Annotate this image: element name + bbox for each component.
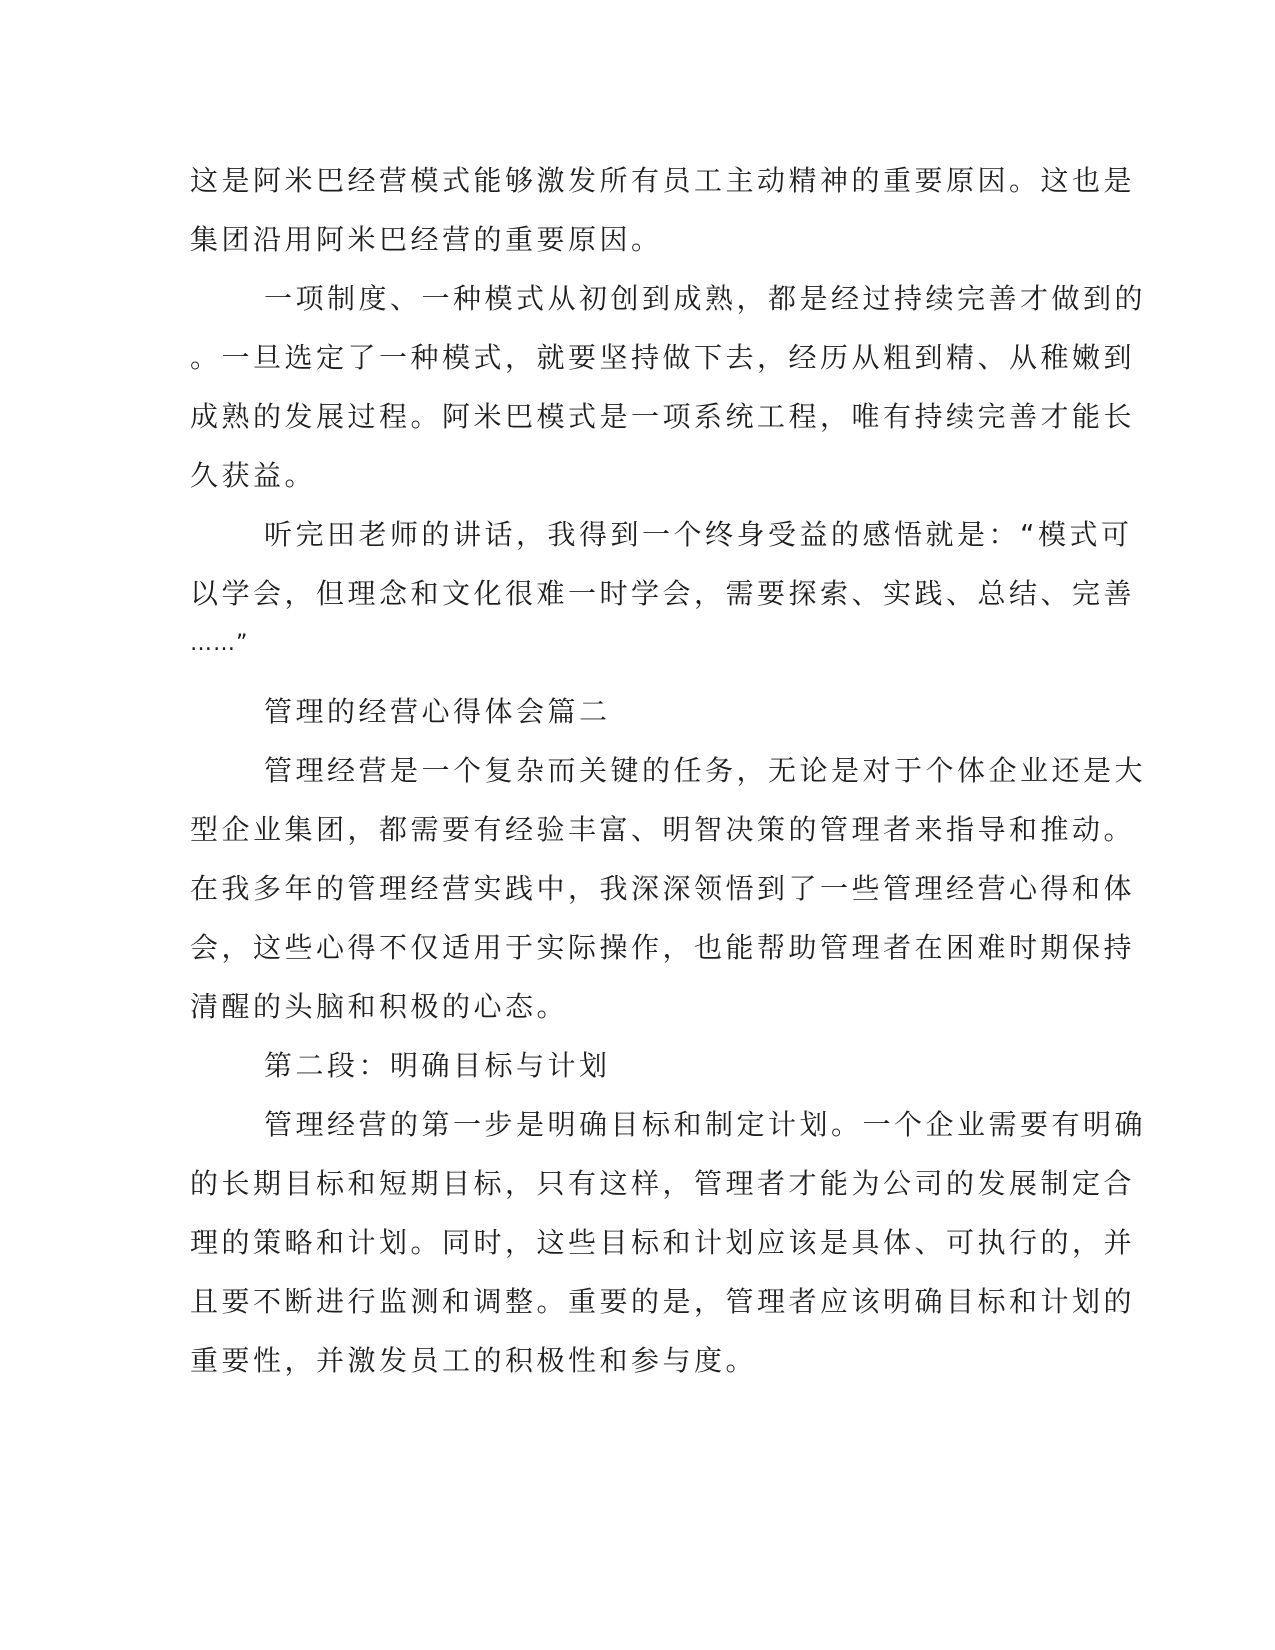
paragraph-line: 的长期目标和短期目标，只有这样，管理者才能为公司的发展制定合 bbox=[190, 1167, 1136, 1200]
paragraph-line: 管理经营的第一步是明确目标和制定计划。一个企业需要有明确 bbox=[264, 1108, 1147, 1141]
paragraph-line: 会，这些心得不仅适用于实际操作，也能帮助管理者在困难时期保持 bbox=[190, 931, 1136, 964]
paragraph-line: 以学会，但理念和文化很难一时学会，需要探索、实践、总结、完善 bbox=[190, 577, 1136, 610]
paragraph-line: 成熟的发展过程。阿米巴模式是一项系统工程，唯有持续完善才能长 bbox=[190, 400, 1136, 433]
section-heading: 第二段：明确目标与计划 bbox=[264, 1049, 611, 1082]
section-heading: 管理的经营心得体会篇二 bbox=[264, 695, 611, 728]
paragraph-line: 重要性，并激发员工的积极性和参与度。 bbox=[190, 1344, 758, 1377]
paragraph-line: 在我多年的管理经营实践中，我深深领悟到了一些管理经营心得和体 bbox=[190, 872, 1136, 905]
paragraph-line: 一项制度、一种模式从初创到成熟，都是经过持续完善才做到的 bbox=[264, 282, 1147, 315]
paragraph-line: 这是阿米巴经营模式能够激发所有员工主动精神的重要原因。这也是 bbox=[190, 164, 1136, 197]
paragraph-line: 管理经营是一个复杂而关键的任务，无论是对于个体企业还是大 bbox=[264, 754, 1147, 787]
paragraph-line: 。一旦选定了一种模式，就要坚持做下去，经历从粗到精、从稚嫩到 bbox=[190, 341, 1136, 374]
paragraph-line: ……” bbox=[190, 631, 249, 656]
paragraph-line: 清醒的头脑和积极的心态。 bbox=[190, 990, 569, 1023]
paragraph-line: 听完田老师的讲话，我得到一个终身受益的感悟就是：“模式可 bbox=[264, 518, 1133, 551]
paragraph-line: 久获益。 bbox=[190, 459, 317, 492]
paragraph-line: 理的策略和计划。同时，这些目标和计划应该是具体、可执行的，并 bbox=[190, 1226, 1136, 1259]
paragraph-line: 集团沿用阿米巴经营的重要原因。 bbox=[190, 223, 663, 256]
paragraph-line: 型企业集团，都需要有经验丰富、明智决策的管理者来指导和推动。 bbox=[190, 813, 1136, 846]
paragraph-line: 且要不断进行监测和调整。重要的是，管理者应该明确目标和计划的 bbox=[190, 1285, 1136, 1318]
